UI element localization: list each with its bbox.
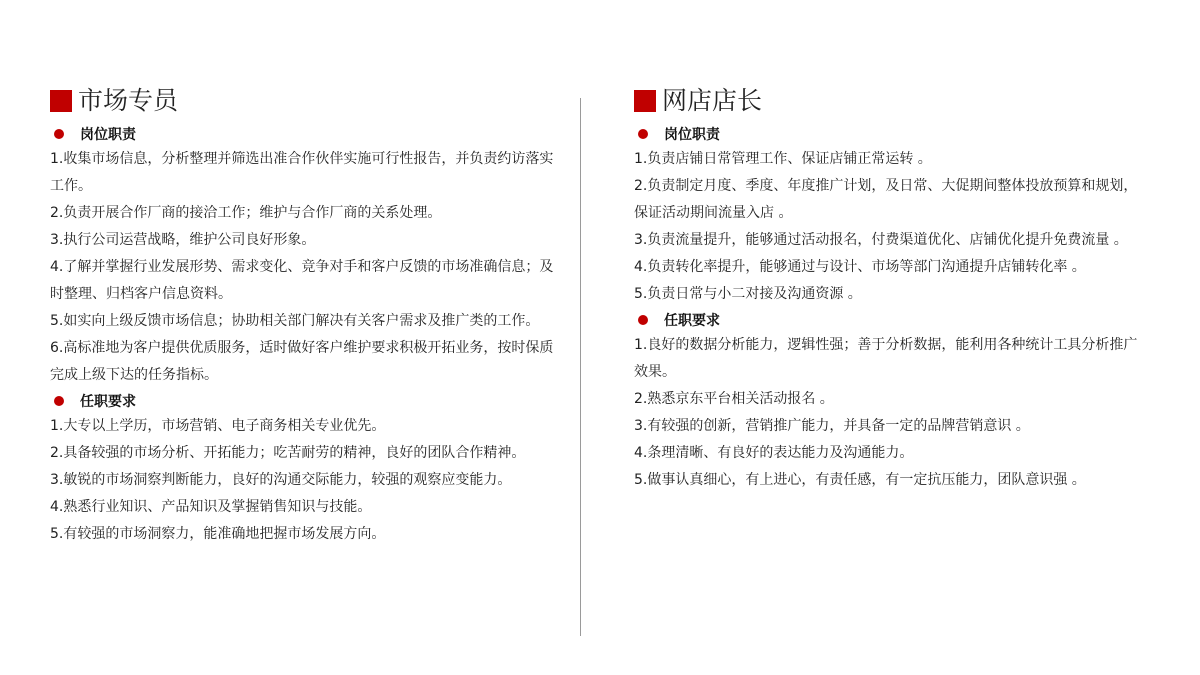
list-item: 2.熟悉京东平台相关活动报名 。 xyxy=(634,391,834,407)
list-item: 2.负责制定月度、季度、年度推广计划，及日常、大促期间整体投放预算和规划，保证活动期间流量入店 。 xyxy=(634,178,1138,221)
section-heading-text: 岗位职责 xyxy=(664,127,720,143)
left-section-responsibilities-heading xyxy=(54,122,560,146)
left-title: 市场专员 xyxy=(78,86,179,115)
list-item: 1.收集市场信息，分析整理并筛选出准合作伙伴实施可行性报告，并负责约访落实工作。 xyxy=(50,151,554,194)
right-responsibilities-list xyxy=(634,146,1146,308)
right-title-row xyxy=(634,86,1146,116)
list-item: 4.条理清晰、有良好的表达能力及沟通能力。 xyxy=(634,445,914,461)
left-requirements-list xyxy=(50,413,560,548)
list-item: 6.高标准地为客户提供优质服务，适时做好客户维护要求积极开拓业务，按时保质完成上级下达的任务指标。 xyxy=(50,340,554,383)
list-item: 5.负责日常与小二对接及沟通资源 。 xyxy=(634,286,862,302)
list-item: 1.良好的数据分析能力，逻辑性强；善于分析数据，能利用各种统计工具分析推广效果。 xyxy=(634,337,1138,380)
list-item: 1.负责店铺日常管理工作、保证店铺正常运转 。 xyxy=(634,151,932,167)
list-item: 2.具备较强的市场分析、开拓能力；吃苦耐劳的精神，良好的团队合作精神。 xyxy=(50,445,526,461)
list-item: 5.做事认真细心，有上进心，有责任感，有一定抗压能力，团队意识强 。 xyxy=(634,472,1086,488)
list-item: 3.敏锐的市场洞察判断能力，良好的沟通交际能力，较强的观察应变能力。 xyxy=(50,472,512,488)
column-divider xyxy=(580,98,581,636)
right-requirements-list xyxy=(634,332,1146,494)
list-item: 5.如实向上级反馈市场信息；协助相关部门解决有关客户需求及推广类的工作。 xyxy=(50,313,540,329)
section-heading-text: 任职要求 xyxy=(664,313,720,329)
right-section-responsibilities-heading xyxy=(638,122,1146,146)
list-item: 4.熟悉行业知识、产品知识及掌握销售知识与技能。 xyxy=(50,499,372,515)
bullet-dot-icon xyxy=(54,129,64,139)
list-item: 4.了解并掌握行业发展形势、需求变化、竞争对手和客户反馈的市场准确信息；及时整理、归档客户信息资料。 xyxy=(50,259,554,302)
list-item: 3.有较强的创新，营销推广能力，并具备一定的品牌营销意识 。 xyxy=(634,418,1030,434)
right-section-requirements-heading xyxy=(638,308,1146,332)
left-title-row xyxy=(50,86,560,116)
title-marker-square xyxy=(50,90,72,112)
title-marker-square xyxy=(634,90,656,112)
list-item: 2.负责开展合作厂商的接洽工作；维护与合作厂商的关系处理。 xyxy=(50,205,442,221)
bullet-dot-icon xyxy=(54,396,64,406)
bullet-dot-icon xyxy=(638,129,648,139)
left-section-requirements-heading xyxy=(54,389,560,413)
left-column xyxy=(50,86,560,548)
left-responsibilities-list xyxy=(50,146,560,389)
list-item: 5.有较强的市场洞察力，能准确地把握市场发展方向。 xyxy=(50,526,386,542)
right-column xyxy=(634,86,1146,494)
list-item: 3.负责流量提升，能够通过活动报名，付费渠道优化、店铺优化提升免费流量 。 xyxy=(634,232,1128,248)
section-heading-text: 岗位职责 xyxy=(80,127,136,143)
bullet-dot-icon xyxy=(638,315,648,325)
section-heading-text: 任职要求 xyxy=(80,394,136,410)
list-item: 4.负责转化率提升，能够通过与设计、市场等部门沟通提升店铺转化率 。 xyxy=(634,259,1086,275)
list-item: 3.执行公司运营战略，维护公司良好形象。 xyxy=(50,232,316,248)
list-item: 1.大专以上学历，市场营销、电子商务相关专业优先。 xyxy=(50,418,386,434)
right-title: 网店店长 xyxy=(662,86,763,115)
